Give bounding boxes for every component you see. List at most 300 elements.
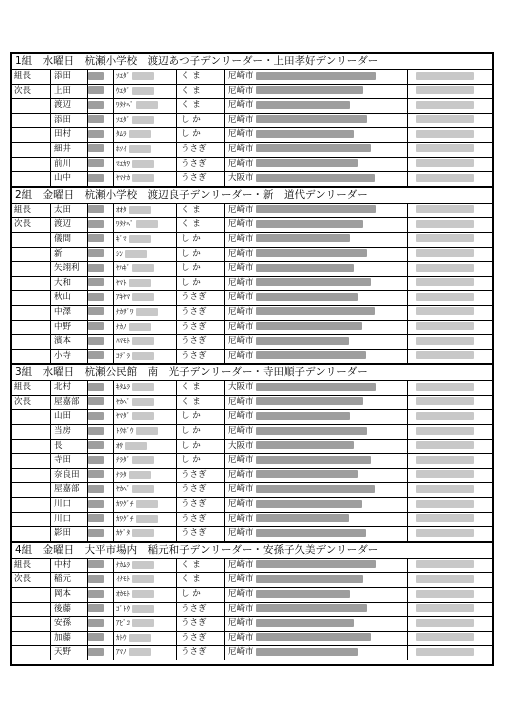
member-row [12, 204, 492, 219]
member-row [12, 559, 492, 574]
redacted-block [256, 249, 367, 257]
redacted-block [129, 634, 151, 642]
phone-cell [408, 603, 492, 617]
kana-text: ﾃﾗﾀﾞ [116, 456, 130, 465]
role-cell [12, 350, 51, 364]
given-name-cell [88, 277, 114, 291]
role-cell [12, 143, 51, 157]
address-cell [225, 233, 408, 247]
surname-cell: 太田 [51, 204, 88, 218]
address-cell [225, 262, 408, 276]
redacted-block [416, 144, 474, 152]
address-cell [225, 158, 408, 172]
given-name-cell [88, 588, 114, 602]
kana-text: ﾊﾏﾓﾄ [116, 337, 130, 346]
given-name-cell [88, 603, 114, 617]
redacted-block [132, 337, 154, 345]
role-cell [12, 335, 51, 349]
redacted-block [132, 383, 154, 391]
redacted-block [416, 397, 474, 405]
kana-text: ﾅｶﾑﾗ [116, 560, 130, 569]
kana-text: ｵｵﾀ [116, 205, 127, 214]
phone-cell [408, 632, 492, 646]
redacted-block [88, 264, 104, 272]
address-city: 尼崎市 [228, 219, 254, 230]
role-cell [12, 425, 51, 439]
phone-cell [408, 233, 492, 247]
class-cell: く ま [177, 204, 225, 218]
address-city: 尼崎市 [228, 647, 254, 658]
surname-cell: 後藤 [51, 603, 88, 617]
kana-cell [114, 70, 177, 84]
address-city: 尼崎市 [228, 411, 254, 422]
kana-cell [114, 483, 177, 497]
redacted-block [416, 264, 474, 272]
given-name-cell [88, 425, 114, 439]
address-cell [225, 573, 408, 587]
member-row [12, 646, 492, 660]
phone-cell [408, 204, 492, 218]
given-name-cell [88, 248, 114, 262]
group-header: 4組 金曜日 大平市場内 稲元和子デンリーダー・安孫子久美デンリーダー [12, 542, 492, 559]
kana-cell [114, 321, 177, 335]
kana-cell [114, 573, 177, 587]
kana-cell [114, 646, 177, 660]
role-cell: 組長 [12, 70, 51, 84]
address-cell [225, 646, 408, 660]
address-cell [225, 350, 408, 364]
surname-cell: 矢翊利 [51, 262, 88, 276]
role-cell [12, 646, 51, 660]
redacted-block [256, 500, 362, 508]
address-city: 尼崎市 [228, 350, 254, 361]
address-city: 尼崎市 [228, 589, 254, 599]
phone-cell [408, 321, 492, 335]
class-cell: うさぎ [177, 306, 225, 320]
member-row [12, 513, 492, 528]
member-row [12, 172, 492, 187]
redacted-block [256, 633, 371, 641]
redacted-block [129, 323, 151, 331]
member-row [12, 350, 492, 365]
redacted-block [132, 352, 154, 360]
kana-text: ｶﾜｸﾞﾁ [116, 514, 134, 523]
kana-cell [114, 425, 177, 439]
given-name-cell [88, 218, 114, 232]
redacted-block [416, 514, 474, 522]
class-cell: く ま [177, 70, 225, 84]
kana-cell [114, 603, 177, 617]
address-cell [225, 248, 408, 262]
phone-cell [408, 291, 492, 305]
role-cell [12, 306, 51, 320]
role-cell [12, 114, 51, 128]
address-cell [225, 277, 408, 291]
redacted-block [416, 529, 474, 537]
group-header: 3組 水曜日 杭瀬公民館 南 光子デンリーダー・寺田順子デンリーダー [12, 364, 492, 381]
surname-cell: 稲元 [51, 573, 88, 587]
kana-cell [114, 396, 177, 410]
member-row [12, 85, 492, 100]
role-cell [12, 248, 51, 262]
surname-cell: 添田 [51, 114, 88, 128]
class-cell: うさぎ [177, 350, 225, 364]
address-city: 尼崎市 [228, 85, 254, 96]
phone-cell [408, 617, 492, 631]
kana-text: ｺﾃﾞﾗ [116, 351, 130, 360]
given-name-cell [88, 70, 114, 84]
kana-text: ｵｻ [116, 441, 123, 450]
given-name-cell [88, 573, 114, 587]
given-name-cell [88, 469, 114, 483]
redacted-block [88, 633, 104, 641]
address-city: 尼崎市 [228, 336, 254, 347]
role-cell [12, 483, 51, 497]
surname-cell: 新 [51, 248, 88, 262]
class-cell: うさぎ [177, 498, 225, 512]
redacted-block [416, 278, 474, 286]
redacted-block [416, 293, 474, 301]
member-row [12, 425, 492, 440]
kana-cell [114, 277, 177, 291]
role-cell [12, 617, 51, 631]
phone-cell [408, 513, 492, 527]
given-name-cell [88, 381, 114, 395]
redacted-block [125, 250, 147, 258]
redacted-block [132, 174, 154, 182]
redacted-block [416, 234, 474, 242]
phone-cell [408, 114, 492, 128]
member-row [12, 143, 492, 158]
redacted-block [88, 159, 104, 167]
address-city: 尼崎市 [228, 306, 254, 317]
address-cell [225, 306, 408, 320]
class-cell: し か [177, 410, 225, 424]
kana-text: ﾅｶﾉ [116, 322, 127, 331]
redacted-block [416, 72, 474, 80]
address-city: 尼崎市 [228, 603, 254, 614]
class-cell: く ま [177, 396, 225, 410]
given-name-cell [88, 172, 114, 186]
redacted-block [88, 456, 104, 464]
class-cell: し か [177, 277, 225, 291]
address-city: 尼崎市 [228, 499, 254, 510]
redacted-block [88, 144, 104, 152]
surname-cell: 濱本 [51, 335, 88, 349]
redacted-block [256, 575, 363, 583]
redacted-block [256, 619, 354, 627]
class-cell: うさぎ [177, 172, 225, 186]
kana-text: ﾀﾑﾗ [116, 130, 127, 139]
kana-cell [114, 85, 177, 99]
kana-cell [114, 617, 177, 631]
member-row [12, 262, 492, 277]
phone-cell [408, 454, 492, 468]
member-row [12, 440, 492, 455]
redacted-block [132, 412, 154, 420]
redacted-block [256, 412, 350, 420]
class-cell: うさぎ [177, 158, 225, 172]
address-cell [225, 527, 408, 541]
phone-cell [408, 410, 492, 424]
redacted-block [416, 307, 474, 315]
surname-cell: 安孫 [51, 617, 88, 631]
surname-cell: 川口 [51, 498, 88, 512]
kana-text: ﾏｴｶﾜ [116, 159, 130, 168]
class-cell: うさぎ [177, 469, 225, 483]
redacted-block [256, 86, 363, 94]
kana-text: ﾔﾏﾄ [116, 278, 127, 287]
kana-text: ｺﾞﾄｳ [116, 604, 130, 613]
address-city: 尼崎市 [228, 574, 254, 585]
member-row [12, 573, 492, 588]
member-row [12, 321, 492, 336]
surname-cell: 添田 [51, 70, 88, 84]
phone-cell [408, 396, 492, 410]
given-name-cell [88, 128, 114, 142]
redacted-block [88, 383, 104, 391]
redacted-block [132, 605, 154, 613]
redacted-block [416, 249, 474, 257]
class-cell: うさぎ [177, 603, 225, 617]
redacted-block [88, 101, 104, 109]
role-cell [12, 233, 51, 247]
given-name-cell [88, 350, 114, 364]
given-name-cell [88, 99, 114, 113]
redacted-block [136, 500, 158, 508]
kana-text: ﾔﾏﾀﾞ [116, 412, 130, 421]
redacted-block [256, 560, 376, 568]
address-city: 尼崎市 [228, 129, 254, 140]
class-cell: く ま [177, 218, 225, 232]
given-name-cell [88, 498, 114, 512]
role-cell: 組長 [12, 559, 51, 573]
kana-cell [114, 498, 177, 512]
address-cell [225, 425, 408, 439]
redacted-block [129, 130, 151, 138]
redacted-block [256, 427, 367, 435]
phone-cell [408, 381, 492, 395]
given-name-cell [88, 410, 114, 424]
redacted-block [416, 604, 474, 612]
address-city: 尼崎市 [228, 263, 254, 274]
redacted-block [129, 206, 151, 214]
given-name-cell [88, 646, 114, 660]
kana-cell [114, 350, 177, 364]
address-cell [225, 617, 408, 631]
redacted-block [88, 560, 104, 568]
given-name-cell [88, 335, 114, 349]
address-city: 尼崎市 [228, 71, 254, 81]
phone-cell [408, 469, 492, 483]
address-cell [225, 483, 408, 497]
redacted-block [256, 529, 366, 537]
kana-cell [114, 306, 177, 320]
member-row [12, 128, 492, 143]
redacted-block [416, 205, 474, 213]
address-city: 尼崎市 [228, 158, 254, 169]
kana-cell [114, 248, 177, 262]
address-cell [225, 469, 408, 483]
redacted-block [256, 115, 367, 123]
kana-text: ﾄｳﾎﾞｳ [116, 427, 134, 436]
kana-cell [114, 158, 177, 172]
redacted-block [416, 441, 474, 449]
address-cell [225, 70, 408, 84]
kana-text: ｲﾅﾓﾄ [116, 575, 130, 584]
kana-cell [114, 440, 177, 454]
redacted-block [256, 383, 376, 391]
address-city: 尼崎市 [228, 513, 254, 524]
redacted-block [132, 485, 154, 493]
kana-cell [114, 632, 177, 646]
redacted-block [416, 500, 474, 508]
redacted-block [132, 456, 154, 464]
kana-text: ｿｴﾀﾞ [116, 115, 130, 124]
kana-cell [114, 513, 177, 527]
phone-cell [408, 172, 492, 186]
phone-cell [408, 559, 492, 573]
kana-cell [114, 527, 177, 541]
role-cell [12, 498, 51, 512]
surname-cell: 寺田 [51, 454, 88, 468]
address-cell [225, 381, 408, 395]
redacted-block [129, 145, 151, 153]
redacted-block [88, 412, 104, 420]
redacted-block [416, 159, 474, 167]
phone-cell [408, 527, 492, 541]
redacted-block [256, 159, 358, 167]
kana-text: ﾔﾊｷﾞ [116, 264, 130, 273]
member-row [12, 588, 492, 603]
surname-cell: 渡辺 [51, 99, 88, 113]
address-city: 尼崎市 [228, 484, 254, 495]
address-cell [225, 321, 408, 335]
role-cell [12, 527, 51, 541]
class-cell: うさぎ [177, 513, 225, 527]
member-row [12, 498, 492, 513]
given-name-cell [88, 233, 114, 247]
group-header: 1組 水曜日 杭瀬小学校 渡辺あつ子デンリーダー・上田孝好デンリーダー [12, 54, 492, 70]
address-cell [225, 218, 408, 232]
kana-cell [114, 172, 177, 186]
role-cell [12, 632, 51, 646]
redacted-block [132, 264, 154, 272]
kana-text: ｷﾞﾏ [116, 234, 127, 243]
member-row [12, 218, 492, 233]
role-cell [12, 321, 51, 335]
role-cell [12, 172, 51, 186]
given-name-cell [88, 559, 114, 573]
given-name-cell [88, 527, 114, 541]
class-cell: し か [177, 454, 225, 468]
phone-cell [408, 277, 492, 291]
kana-text: ｷﾀﾑﾗ [116, 383, 130, 392]
class-cell: うさぎ [177, 527, 225, 541]
role-cell: 次長 [12, 573, 51, 587]
role-cell: 組長 [12, 204, 51, 218]
address-city: 尼崎市 [228, 455, 254, 466]
redacted-block [416, 383, 474, 391]
redacted-block [88, 397, 104, 405]
address-cell [225, 440, 408, 454]
role-cell [12, 454, 51, 468]
address-city: 大阪市 [228, 173, 254, 184]
redacted-block [416, 470, 474, 478]
redacted-block [256, 205, 376, 213]
class-cell: く ま [177, 573, 225, 587]
address-city: 尼崎市 [228, 204, 254, 215]
class-cell: く ま [177, 99, 225, 113]
kana-text: ｵｶﾓﾄ [116, 590, 130, 598]
kana-text: ﾔｶﾍﾞ [116, 485, 130, 494]
surname-cell: 川口 [51, 513, 88, 527]
redacted-block [88, 590, 104, 598]
class-cell: うさぎ [177, 632, 225, 646]
redacted-block [256, 470, 358, 478]
redacted-block [132, 590, 154, 598]
surname-cell: 前川 [51, 158, 88, 172]
kana-text: ｱﾏﾉ [116, 648, 127, 657]
phone-cell [408, 498, 492, 512]
redacted-block [88, 441, 104, 449]
member-row [12, 70, 492, 85]
redacted-block [416, 456, 474, 464]
given-name-cell [88, 204, 114, 218]
redacted-block [132, 293, 154, 301]
redacted-block [256, 174, 375, 182]
class-cell: し か [177, 233, 225, 247]
role-cell: 次長 [12, 218, 51, 232]
kana-cell [114, 128, 177, 142]
given-name-cell [88, 143, 114, 157]
member-row [12, 469, 492, 484]
redacted-block [256, 101, 350, 109]
redacted-block [416, 648, 474, 656]
phone-cell [408, 70, 492, 84]
redacted-block [256, 441, 354, 449]
role-cell [12, 603, 51, 617]
member-row [12, 306, 492, 321]
address-cell [225, 513, 408, 527]
address-cell [225, 410, 408, 424]
redacted-block [416, 115, 474, 123]
address-cell [225, 588, 408, 602]
redacted-block [88, 529, 104, 537]
redacted-block [132, 619, 154, 627]
role-cell [12, 291, 51, 305]
surname-cell: 大和 [51, 277, 88, 291]
role-cell: 組長 [12, 381, 51, 395]
kana-cell [114, 588, 177, 602]
given-name-cell [88, 291, 114, 305]
redacted-block [88, 351, 104, 359]
address-city: 尼崎市 [228, 100, 254, 111]
redacted-block [132, 561, 154, 569]
address-city: 尼崎市 [228, 426, 254, 437]
address-cell [225, 498, 408, 512]
redacted-block [88, 293, 104, 301]
address-cell [225, 396, 408, 410]
address-cell [225, 114, 408, 128]
surname-cell: 天野 [51, 646, 88, 660]
address-city: 尼崎市 [228, 469, 254, 480]
kana-text: ｱﾋﾞｺ [116, 619, 130, 628]
kana-text: ｶﾜｸﾞﾁ [116, 500, 134, 509]
address-city: 尼崎市 [228, 559, 254, 570]
redacted-block [129, 279, 151, 287]
member-row [12, 454, 492, 469]
